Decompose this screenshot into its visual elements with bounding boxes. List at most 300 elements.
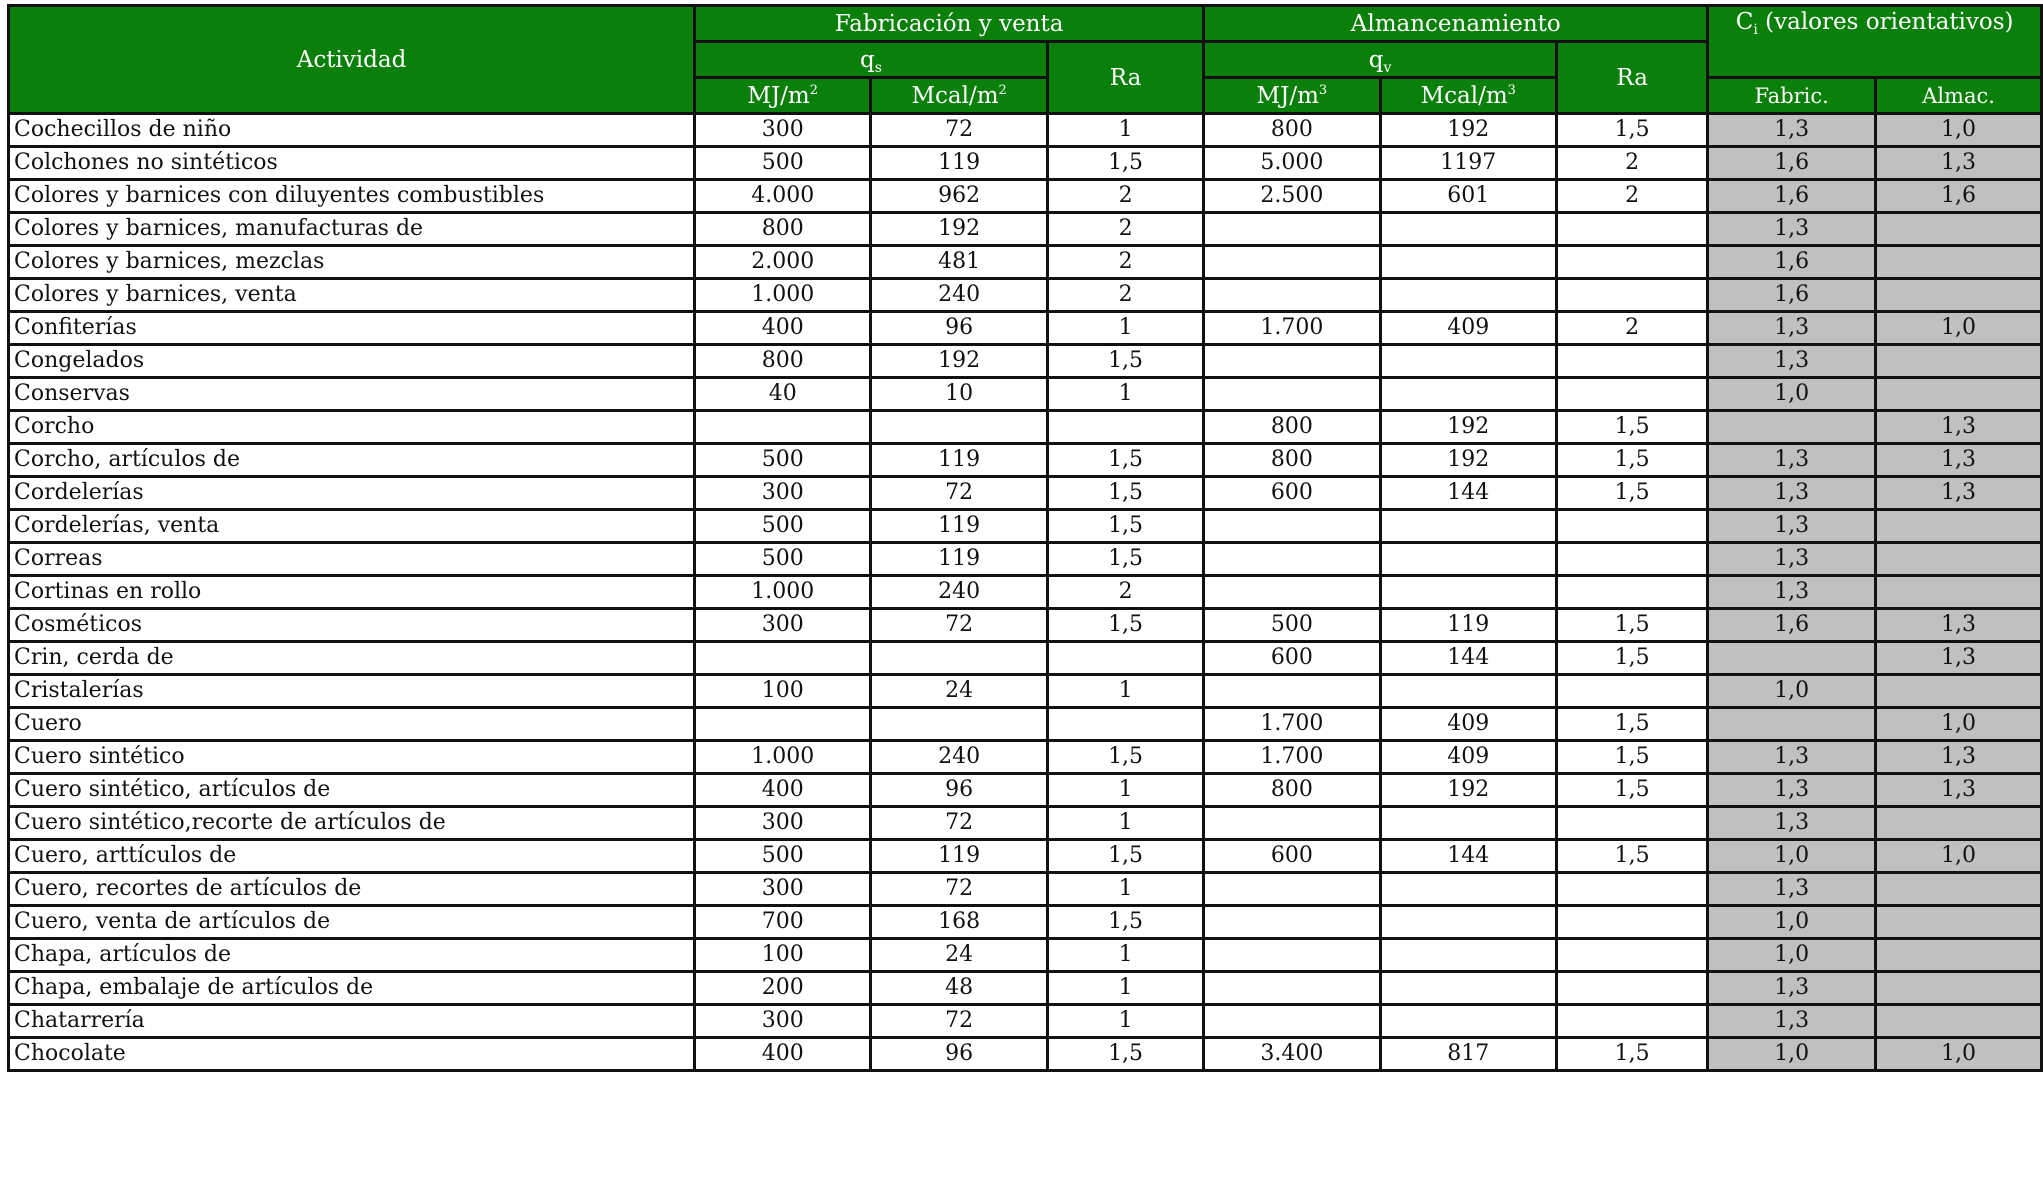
fab-ra-cell: 2 <box>1047 213 1203 246</box>
ci-fabric-cell: 1,3 <box>1708 972 1876 1005</box>
fab-mj-cell: 40 <box>695 378 871 411</box>
activity-cell: Crin, cerda de <box>9 642 695 675</box>
fab-mj-cell <box>695 411 871 444</box>
alm-mj-cell <box>1204 543 1380 576</box>
qs-header: $q_s$ <box>695 42 1048 78</box>
alm-mj-cell: 600 <box>1204 840 1380 873</box>
fabrication-group-header: Fabricación y venta <box>695 6 1204 42</box>
alm-mcal-cell: 192 <box>1380 411 1556 444</box>
alm-mcal-cell: 409 <box>1380 708 1556 741</box>
ci-almac-cell: 1,3 <box>1876 741 2042 774</box>
fab-mcal-cell: 962 <box>871 180 1048 213</box>
alm-ra-cell <box>1557 576 1708 609</box>
table-row <box>9 543 2042 576</box>
ci-fabric-cell: 1,3 <box>1708 114 1876 147</box>
activity-cell: Cuero sintético, artículos de <box>9 774 695 807</box>
ci-fabric-cell: 1,6 <box>1708 279 1876 312</box>
alm-mj-cell: 800 <box>1204 411 1380 444</box>
ci-almac-cell: 1,3 <box>1876 477 2042 510</box>
fab-mcal-cell: 96 <box>871 774 1048 807</box>
alm-mcal-cell: 144 <box>1380 840 1556 873</box>
alm-ra-cell <box>1557 213 1708 246</box>
fab-mj-cell: 1.000 <box>695 279 871 312</box>
fab-mcal-cell: 72 <box>871 114 1048 147</box>
alm-ra-cell <box>1557 807 1708 840</box>
fab-mj-cell: 800 <box>695 213 871 246</box>
alm-mcal-cell: 144 <box>1380 477 1556 510</box>
alm-ra-cell <box>1557 1005 1708 1038</box>
table-row <box>9 576 2042 609</box>
ci-almac-cell <box>1876 510 2042 543</box>
fabrication-mcal-header: Mcal/$m^2$ <box>871 78 1048 114</box>
storage-group-header: Almancenamiento <box>1204 6 1708 42</box>
alm-mcal-cell: 192 <box>1380 774 1556 807</box>
alm-mj-cell: 800 <box>1204 114 1380 147</box>
alm-ra-cell <box>1557 906 1708 939</box>
fab-ra-cell: 1,5 <box>1047 906 1203 939</box>
activity-header: Actividad <box>9 6 695 114</box>
fab-ra-cell: 1 <box>1047 873 1203 906</box>
table-row <box>9 180 2042 213</box>
fab-mj-cell: 4.000 <box>695 180 871 213</box>
ci-fabric-cell: 1,0 <box>1708 1038 1876 1071</box>
ci-fabric-cell: 1,3 <box>1708 576 1876 609</box>
activity-cell: Colores y barnices con diluyentes combustibles <box>9 180 695 213</box>
alm-mj-cell: 600 <box>1204 477 1380 510</box>
ci-fabric-cell: 1,0 <box>1708 939 1876 972</box>
ci-almac-cell <box>1876 246 2042 279</box>
alm-mj-cell: 5.000 <box>1204 147 1380 180</box>
ci-group-header: $C_i$ (valores orientativos) <box>1708 6 2042 78</box>
fab-ra-cell: 1 <box>1047 939 1203 972</box>
ci-almac-cell: 1,3 <box>1876 774 2042 807</box>
alm-ra-cell: 1,5 <box>1557 774 1708 807</box>
fab-ra-cell <box>1047 708 1203 741</box>
fab-ra-cell: 2 <box>1047 246 1203 279</box>
ci-fabric-cell: 1,6 <box>1708 180 1876 213</box>
ci-fabric-cell: 1,3 <box>1708 873 1876 906</box>
fab-ra-cell <box>1047 642 1203 675</box>
ci-fabric-cell: 1,3 <box>1708 1005 1876 1038</box>
alm-mcal-cell <box>1380 576 1556 609</box>
fab-ra-cell: 1 <box>1047 675 1203 708</box>
alm-mcal-cell <box>1380 906 1556 939</box>
ci-fabric-cell: 1,3 <box>1708 345 1876 378</box>
fab-mj-cell: 300 <box>695 114 871 147</box>
alm-mcal-cell: 192 <box>1380 444 1556 477</box>
alm-ra-cell: 1,5 <box>1557 411 1708 444</box>
alm-mj-cell: 800 <box>1204 444 1380 477</box>
table-row <box>9 939 2042 972</box>
fab-ra-cell: 1,5 <box>1047 444 1203 477</box>
table-row <box>9 378 2042 411</box>
ci-almac-cell: 1,0 <box>1876 114 2042 147</box>
fab-mcal-cell: 481 <box>871 246 1048 279</box>
alm-mj-cell <box>1204 576 1380 609</box>
ci-almac-cell: 1,3 <box>1876 444 2042 477</box>
ci-almac-header: Almac. <box>1876 78 2042 114</box>
ci-almac-cell: 1,3 <box>1876 609 2042 642</box>
table-row <box>9 1038 2042 1071</box>
ci-fabric-cell <box>1708 411 1876 444</box>
fab-mcal-cell: 119 <box>871 840 1048 873</box>
alm-ra-cell: 2 <box>1557 180 1708 213</box>
activity-cell: Colores y barnices, venta <box>9 279 695 312</box>
alm-mcal-cell: 409 <box>1380 312 1556 345</box>
alm-mj-cell <box>1204 873 1380 906</box>
alm-ra-cell <box>1557 543 1708 576</box>
ci-fabric-cell: 1,3 <box>1708 741 1876 774</box>
ci-almac-cell: 1,0 <box>1876 840 2042 873</box>
fab-ra-cell: 1,5 <box>1047 510 1203 543</box>
fab-mcal-cell: 72 <box>871 873 1048 906</box>
ci-almac-cell: 1,3 <box>1876 642 2042 675</box>
alm-mcal-cell <box>1380 279 1556 312</box>
activity-cell: Cuero sintético <box>9 741 695 774</box>
fab-mj-cell: 500 <box>695 510 871 543</box>
activity-cell: Cuero sintético,recorte de artículos de <box>9 807 695 840</box>
fab-ra-cell: 1 <box>1047 807 1203 840</box>
ci-almac-cell <box>1876 675 2042 708</box>
fab-mcal-cell: 192 <box>871 213 1048 246</box>
fabrication-ra-header: Ra <box>1047 42 1203 114</box>
fab-ra-cell: 1,5 <box>1047 741 1203 774</box>
fab-mcal-cell <box>871 708 1048 741</box>
fab-ra-cell: 1,5 <box>1047 609 1203 642</box>
fab-mj-cell: 400 <box>695 1038 871 1071</box>
fab-mj-cell: 2.000 <box>695 246 871 279</box>
fab-mcal-cell: 119 <box>871 510 1048 543</box>
activity-cell: Confiterías <box>9 312 695 345</box>
ci-fabric-cell: 1,3 <box>1708 510 1876 543</box>
activity-cell: Corcho <box>9 411 695 444</box>
alm-mj-cell <box>1204 213 1380 246</box>
alm-mcal-cell: 409 <box>1380 741 1556 774</box>
qv-header: $q_v$ <box>1204 42 1557 78</box>
fab-mcal-cell: 10 <box>871 378 1048 411</box>
ci-fabric-cell: 1,6 <box>1708 609 1876 642</box>
alm-ra-cell <box>1557 345 1708 378</box>
ci-fabric-cell: 1,3 <box>1708 807 1876 840</box>
fab-mcal-cell: 168 <box>871 906 1048 939</box>
alm-mj-cell: 500 <box>1204 609 1380 642</box>
ci-fabric-cell: 1,0 <box>1708 840 1876 873</box>
alm-mj-cell <box>1204 675 1380 708</box>
fab-mj-cell: 400 <box>695 312 871 345</box>
alm-ra-cell <box>1557 378 1708 411</box>
ci-almac-cell: 1,3 <box>1876 411 2042 444</box>
table-row <box>9 972 2042 1005</box>
alm-ra-cell <box>1557 675 1708 708</box>
table-row <box>9 246 2042 279</box>
ci-fabric-cell: 1,3 <box>1708 774 1876 807</box>
activity-cell: Cuero <box>9 708 695 741</box>
table-row <box>9 675 2042 708</box>
alm-ra-cell <box>1557 939 1708 972</box>
fab-mj-cell: 200 <box>695 972 871 1005</box>
fab-mj-cell: 1.000 <box>695 576 871 609</box>
fab-mcal-cell: 48 <box>871 972 1048 1005</box>
table-row <box>9 741 2042 774</box>
activity-cell: Cuero, arttículos de <box>9 840 695 873</box>
header-row-groups <box>9 6 2042 42</box>
fab-ra-cell: 1,5 <box>1047 477 1203 510</box>
ci-almac-cell <box>1876 279 2042 312</box>
alm-mj-cell <box>1204 279 1380 312</box>
activity-cell: Chapa, embalaje de artículos de <box>9 972 695 1005</box>
fab-mcal-cell: 192 <box>871 345 1048 378</box>
table-row <box>9 774 2042 807</box>
alm-ra-cell: 1,5 <box>1557 642 1708 675</box>
alm-mj-cell: 2.500 <box>1204 180 1380 213</box>
alm-mcal-cell <box>1380 345 1556 378</box>
fab-mj-cell: 1.000 <box>695 741 871 774</box>
fab-mj-cell: 300 <box>695 1005 871 1038</box>
ci-fabric-cell: 1,0 <box>1708 906 1876 939</box>
alm-mj-cell <box>1204 378 1380 411</box>
fab-ra-cell: 1 <box>1047 1005 1203 1038</box>
fab-ra-cell: 1 <box>1047 972 1203 1005</box>
activity-cell: Cortinas en rollo <box>9 576 695 609</box>
fab-ra-cell <box>1047 411 1203 444</box>
activity-cell: Correas <box>9 543 695 576</box>
alm-ra-cell <box>1557 510 1708 543</box>
alm-mj-cell: 800 <box>1204 774 1380 807</box>
ci-fabric-cell: 1,0 <box>1708 675 1876 708</box>
fab-mj-cell: 300 <box>695 873 871 906</box>
alm-mcal-cell: 119 <box>1380 609 1556 642</box>
fab-mcal-cell: 119 <box>871 543 1048 576</box>
alm-ra-cell <box>1557 246 1708 279</box>
table-body <box>9 114 2042 1071</box>
fab-ra-cell: 1,5 <box>1047 840 1203 873</box>
fab-ra-cell: 1,5 <box>1047 543 1203 576</box>
ci-almac-cell <box>1876 807 2042 840</box>
fab-ra-cell: 1 <box>1047 774 1203 807</box>
fab-mj-cell: 300 <box>695 477 871 510</box>
fab-ra-cell: 1 <box>1047 378 1203 411</box>
alm-ra-cell: 1,5 <box>1557 114 1708 147</box>
activity-cell: Conservas <box>9 378 695 411</box>
alm-mj-cell <box>1204 972 1380 1005</box>
fab-ra-cell: 1,5 <box>1047 147 1203 180</box>
ci-almac-cell <box>1876 939 2042 972</box>
fab-mj-cell <box>695 708 871 741</box>
fab-mcal-cell: 96 <box>871 1038 1048 1071</box>
table-row <box>9 906 2042 939</box>
fab-mj-cell: 500 <box>695 444 871 477</box>
fab-mcal-cell: 119 <box>871 444 1048 477</box>
fab-ra-cell: 1 <box>1047 312 1203 345</box>
ci-fabric-cell: 1,3 <box>1708 543 1876 576</box>
ci-almac-cell <box>1876 906 2042 939</box>
alm-ra-cell: 1,5 <box>1557 840 1708 873</box>
activity-cell: Congelados <box>9 345 695 378</box>
ci-fabric-cell: 1,3 <box>1708 477 1876 510</box>
alm-mcal-cell <box>1380 213 1556 246</box>
alm-mcal-cell <box>1380 939 1556 972</box>
activity-cell: Chapa, artículos de <box>9 939 695 972</box>
ci-fabric-cell: 1,6 <box>1708 246 1876 279</box>
activity-cell: Cosméticos <box>9 609 695 642</box>
fab-mj-cell: 500 <box>695 840 871 873</box>
alm-mcal-cell <box>1380 543 1556 576</box>
activity-cell: Cuero, venta de artículos de <box>9 906 695 939</box>
alm-mj-cell <box>1204 939 1380 972</box>
ci-fabric-cell: 1,3 <box>1708 444 1876 477</box>
ci-almac-cell: 1,0 <box>1876 312 2042 345</box>
fabrication-mj-header: $MJ/m^2$ <box>695 78 871 114</box>
fab-mj-cell <box>695 642 871 675</box>
alm-ra-cell <box>1557 972 1708 1005</box>
fab-mj-cell: 300 <box>695 609 871 642</box>
ci-almac-cell <box>1876 972 2042 1005</box>
alm-mcal-cell <box>1380 1005 1556 1038</box>
activity-cell: Chatarrería <box>9 1005 695 1038</box>
ci-fabric-cell <box>1708 708 1876 741</box>
fire-load-table <box>7 4 2043 1072</box>
table-row <box>9 1005 2042 1038</box>
table-row <box>9 807 2042 840</box>
activity-cell: Cordelerías <box>9 477 695 510</box>
fab-mcal-cell: 24 <box>871 939 1048 972</box>
alm-mcal-cell <box>1380 675 1556 708</box>
activity-cell: Cristalerías <box>9 675 695 708</box>
fab-mcal-cell: 240 <box>871 576 1048 609</box>
alm-ra-cell: 1,5 <box>1557 477 1708 510</box>
fab-mcal-cell: 24 <box>871 675 1048 708</box>
alm-mj-cell <box>1204 345 1380 378</box>
alm-mj-cell: 3.400 <box>1204 1038 1380 1071</box>
ci-fabric-cell: 1,3 <box>1708 213 1876 246</box>
alm-mcal-cell <box>1380 378 1556 411</box>
ci-almac-cell <box>1876 1005 2042 1038</box>
fab-ra-cell: 2 <box>1047 180 1203 213</box>
activity-cell: Cochecillos de niño <box>9 114 695 147</box>
alm-mcal-cell <box>1380 246 1556 279</box>
fab-mcal-cell: 240 <box>871 279 1048 312</box>
ci-fabric-header: Fabric. <box>1708 78 1876 114</box>
alm-ra-cell: 1,5 <box>1557 708 1708 741</box>
ci-fabric-cell <box>1708 642 1876 675</box>
fab-ra-cell: 2 <box>1047 279 1203 312</box>
table-row <box>9 279 2042 312</box>
alm-mcal-cell <box>1380 873 1556 906</box>
alm-ra-cell: 2 <box>1557 312 1708 345</box>
alm-mj-cell <box>1204 807 1380 840</box>
fab-mcal-cell: 72 <box>871 609 1048 642</box>
table-row <box>9 213 2042 246</box>
activity-cell: Cuero, recortes de artículos de <box>9 873 695 906</box>
table-header <box>9 6 2042 114</box>
ci-fabric-cell: 1,0 <box>1708 378 1876 411</box>
fab-mj-cell: 100 <box>695 939 871 972</box>
table-row <box>9 510 2042 543</box>
alm-mj-cell: 1.700 <box>1204 741 1380 774</box>
ci-almac-cell: 1,0 <box>1876 1038 2042 1071</box>
ci-almac-cell <box>1876 576 2042 609</box>
table-row <box>9 312 2042 345</box>
table-row <box>9 708 2042 741</box>
alm-mj-cell: 1.700 <box>1204 708 1380 741</box>
alm-ra-cell: 2 <box>1557 147 1708 180</box>
fab-mj-cell: 800 <box>695 345 871 378</box>
activity-cell: Cordelerías, venta <box>9 510 695 543</box>
alm-ra-cell: 1,5 <box>1557 1038 1708 1071</box>
alm-mcal-cell: 817 <box>1380 1038 1556 1071</box>
table-row <box>9 873 2042 906</box>
fab-ra-cell: 2 <box>1047 576 1203 609</box>
alm-mj-cell: 600 <box>1204 642 1380 675</box>
alm-mj-cell <box>1204 246 1380 279</box>
storage-mj-header: $MJ/m^3$ <box>1204 78 1380 114</box>
table-row <box>9 840 2042 873</box>
table-row <box>9 444 2042 477</box>
table-row <box>9 642 2042 675</box>
alm-ra-cell: 1,5 <box>1557 609 1708 642</box>
activity-cell: Chocolate <box>9 1038 695 1071</box>
fab-mj-cell: 400 <box>695 774 871 807</box>
ci-almac-cell <box>1876 543 2042 576</box>
fab-mcal-cell <box>871 411 1048 444</box>
ci-almac-cell <box>1876 345 2042 378</box>
table-row <box>9 345 2042 378</box>
table-row <box>9 411 2042 444</box>
alm-mcal-cell: 601 <box>1380 180 1556 213</box>
alm-mcal-cell: 192 <box>1380 114 1556 147</box>
table-row <box>9 114 2042 147</box>
storage-mcal-header: Mcal/$m^3$ <box>1380 78 1556 114</box>
ci-almac-cell: 1,0 <box>1876 708 2042 741</box>
fab-mj-cell: 100 <box>695 675 871 708</box>
activity-cell: Colchones no sintéticos <box>9 147 695 180</box>
fab-ra-cell: 1,5 <box>1047 1038 1203 1071</box>
fab-mj-cell: 300 <box>695 807 871 840</box>
ci-fabric-cell: 1,3 <box>1708 312 1876 345</box>
activity-cell: Colores y barnices, mezclas <box>9 246 695 279</box>
fab-mj-cell: 700 <box>695 906 871 939</box>
ci-almac-cell <box>1876 213 2042 246</box>
fab-mcal-cell: 240 <box>871 741 1048 774</box>
fab-ra-cell: 1,5 <box>1047 345 1203 378</box>
ci-almac-cell: 1,6 <box>1876 180 2042 213</box>
ci-fabric-cell: 1,6 <box>1708 147 1876 180</box>
fab-mcal-cell <box>871 642 1048 675</box>
alm-mj-cell <box>1204 510 1380 543</box>
storage-ra-header: Ra <box>1557 42 1708 114</box>
alm-mcal-cell: 144 <box>1380 642 1556 675</box>
alm-ra-cell <box>1557 279 1708 312</box>
alm-mcal-cell <box>1380 510 1556 543</box>
fab-ra-cell: 1 <box>1047 114 1203 147</box>
alm-mcal-cell <box>1380 972 1556 1005</box>
alm-ra-cell: 1,5 <box>1557 741 1708 774</box>
table-row <box>9 147 2042 180</box>
activity-cell: Corcho, artículos de <box>9 444 695 477</box>
ci-almac-cell: 1,3 <box>1876 147 2042 180</box>
activity-cell: Colores y barnices, manufacturas de <box>9 213 695 246</box>
alm-ra-cell: 1,5 <box>1557 444 1708 477</box>
alm-ra-cell <box>1557 873 1708 906</box>
ci-almac-cell <box>1876 378 2042 411</box>
fab-mj-cell: 500 <box>695 147 871 180</box>
alm-mj-cell <box>1204 906 1380 939</box>
fab-mcal-cell: 96 <box>871 312 1048 345</box>
table-row <box>9 477 2042 510</box>
fab-mcal-cell: 72 <box>871 477 1048 510</box>
alm-mcal-cell <box>1380 807 1556 840</box>
ci-almac-cell <box>1876 873 2042 906</box>
